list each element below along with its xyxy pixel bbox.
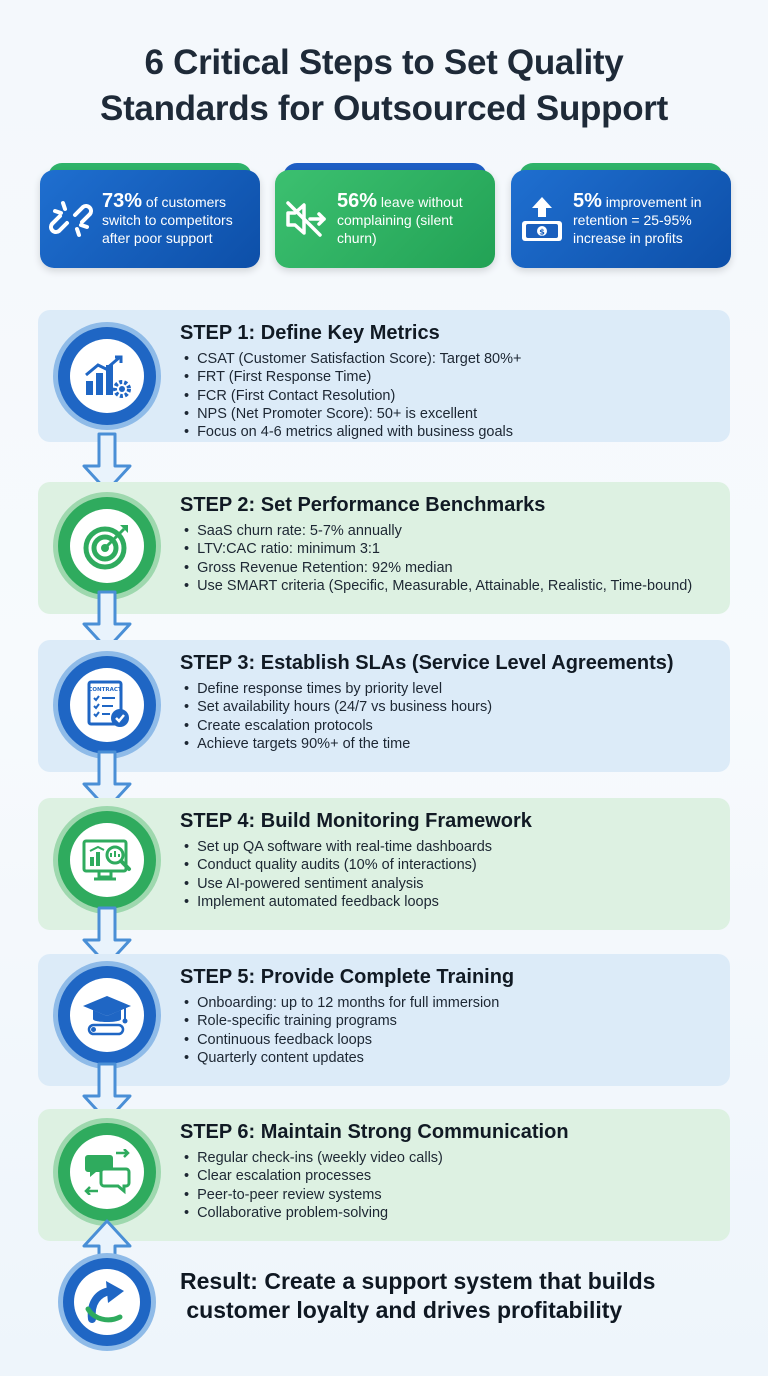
- title-line-2: Standards for Outsourced Support: [100, 89, 668, 128]
- list-item: • Collaborative problem-solving: [184, 1204, 443, 1222]
- list-item: • SaaS churn rate: 5-7% annually: [184, 522, 692, 540]
- title-line-1: 6 Critical Steps to Set Quality: [144, 43, 624, 82]
- step-bullets: [184, 994, 499, 1067]
- target-icon: [82, 521, 132, 571]
- list-item: • Conduct quality audits (10% of interactions): [184, 856, 492, 874]
- result-line-1: Result: Create a support system that builds: [180, 1268, 656, 1294]
- step-title: STEP 4: Build Monitoring Framework: [180, 810, 532, 832]
- broken-link-icon: [40, 197, 102, 241]
- list-item: • Define response times by priority level: [184, 680, 492, 698]
- list-item: • Role-specific training programs: [184, 1012, 499, 1030]
- step-6-badge: [58, 1123, 156, 1221]
- list-item: • CSAT (Customer Satisfaction Score): Target 80%+: [184, 350, 521, 368]
- result-statement: [180, 1267, 655, 1325]
- list-item: • Focus on 4-6 metrics aligned with business goals: [184, 423, 521, 441]
- stat-description: leave without complaining (silent churn): [337, 193, 463, 246]
- list-item: • NPS (Net Promoter Score): 50+ is excellent: [184, 405, 521, 423]
- stat-description: improvement in retention = 25-95% increase in profits: [573, 193, 702, 246]
- monitor-magnifier-icon: [82, 837, 132, 883]
- list-item: • Achieve targets 90%+ of the time: [184, 735, 492, 753]
- step-bullets: [184, 1149, 443, 1222]
- step-title: STEP 5: Provide Complete Training: [180, 966, 515, 988]
- step-3-badge: [58, 656, 156, 754]
- list-item: • Quarterly content updates: [184, 1049, 499, 1067]
- step-2-badge: [58, 497, 156, 595]
- stat-card-silent-churn: [275, 170, 495, 268]
- list-item: • FRT (First Response Time): [184, 368, 521, 386]
- stat-value: 56%: [337, 189, 378, 212]
- list-item: • LTV:CAC ratio: minimum 3:1: [184, 540, 692, 558]
- result-line-2: customer loyalty and drives profitability: [180, 1297, 623, 1323]
- stat-card-customers-switch: [40, 170, 260, 268]
- step-bullets: [184, 838, 492, 911]
- stat-card-retention-profits: [511, 170, 731, 268]
- list-item: • Clear escalation processes: [184, 1167, 443, 1185]
- list-item: • Peer-to-peer review systems: [184, 1186, 443, 1204]
- list-item: • Create escalation protocols: [184, 717, 492, 735]
- list-item: • FCR (First Contact Resolution): [184, 387, 521, 405]
- list-item: • Set availability hours (24/7 vs business hours): [184, 698, 492, 716]
- step-4-badge: [58, 811, 156, 909]
- muted-speaker-icon: [275, 199, 337, 239]
- step-title: STEP 2: Set Performance Benchmarks: [180, 494, 546, 516]
- contract-icon: [83, 680, 131, 730]
- chart-gear-icon: [82, 353, 132, 399]
- list-item: • Use AI-powered sentiment analysis: [184, 875, 492, 893]
- step-title: STEP 6: Maintain Strong Communication: [180, 1121, 569, 1143]
- step-bullets: [184, 522, 692, 595]
- step-1-badge: [58, 327, 156, 425]
- money-up-icon: [511, 195, 573, 243]
- list-item: • Gross Revenue Retention: 92% median: [184, 559, 692, 577]
- list-item: • Regular check-ins (weekly video calls): [184, 1149, 443, 1167]
- contract-label: CONTRACT: [88, 687, 122, 693]
- page-title: [0, 40, 768, 132]
- svg-text:$: $: [539, 227, 545, 237]
- list-item: • Use SMART criteria (Specific, Measurable, Attainable, Realistic, Time-bound): [184, 577, 692, 595]
- step-bullets: [184, 680, 492, 753]
- list-item: • Onboarding: up to 12 months for full immersion: [184, 994, 499, 1012]
- step-bullets: [184, 350, 521, 441]
- stat-description: of customers switch to competitors after poor support: [102, 193, 233, 246]
- list-item: • Set up QA software with real-time dashboards: [184, 838, 492, 856]
- step-title: STEP 3: Establish SLAs (Service Level Agreements): [180, 652, 674, 674]
- chat-arrows-icon: [82, 1149, 132, 1195]
- step-title: STEP 1: Define Key Metrics: [180, 322, 440, 344]
- step-5-badge: [58, 966, 156, 1064]
- growth-arrow-icon: [84, 1279, 130, 1325]
- result-badge: [63, 1258, 151, 1346]
- stat-value: 73%: [102, 189, 143, 212]
- graduation-cap-icon: [81, 992, 133, 1038]
- stat-value: 5%: [573, 189, 602, 212]
- list-item: • Continuous feedback loops: [184, 1031, 499, 1049]
- list-item: • Implement automated feedback loops: [184, 893, 492, 911]
